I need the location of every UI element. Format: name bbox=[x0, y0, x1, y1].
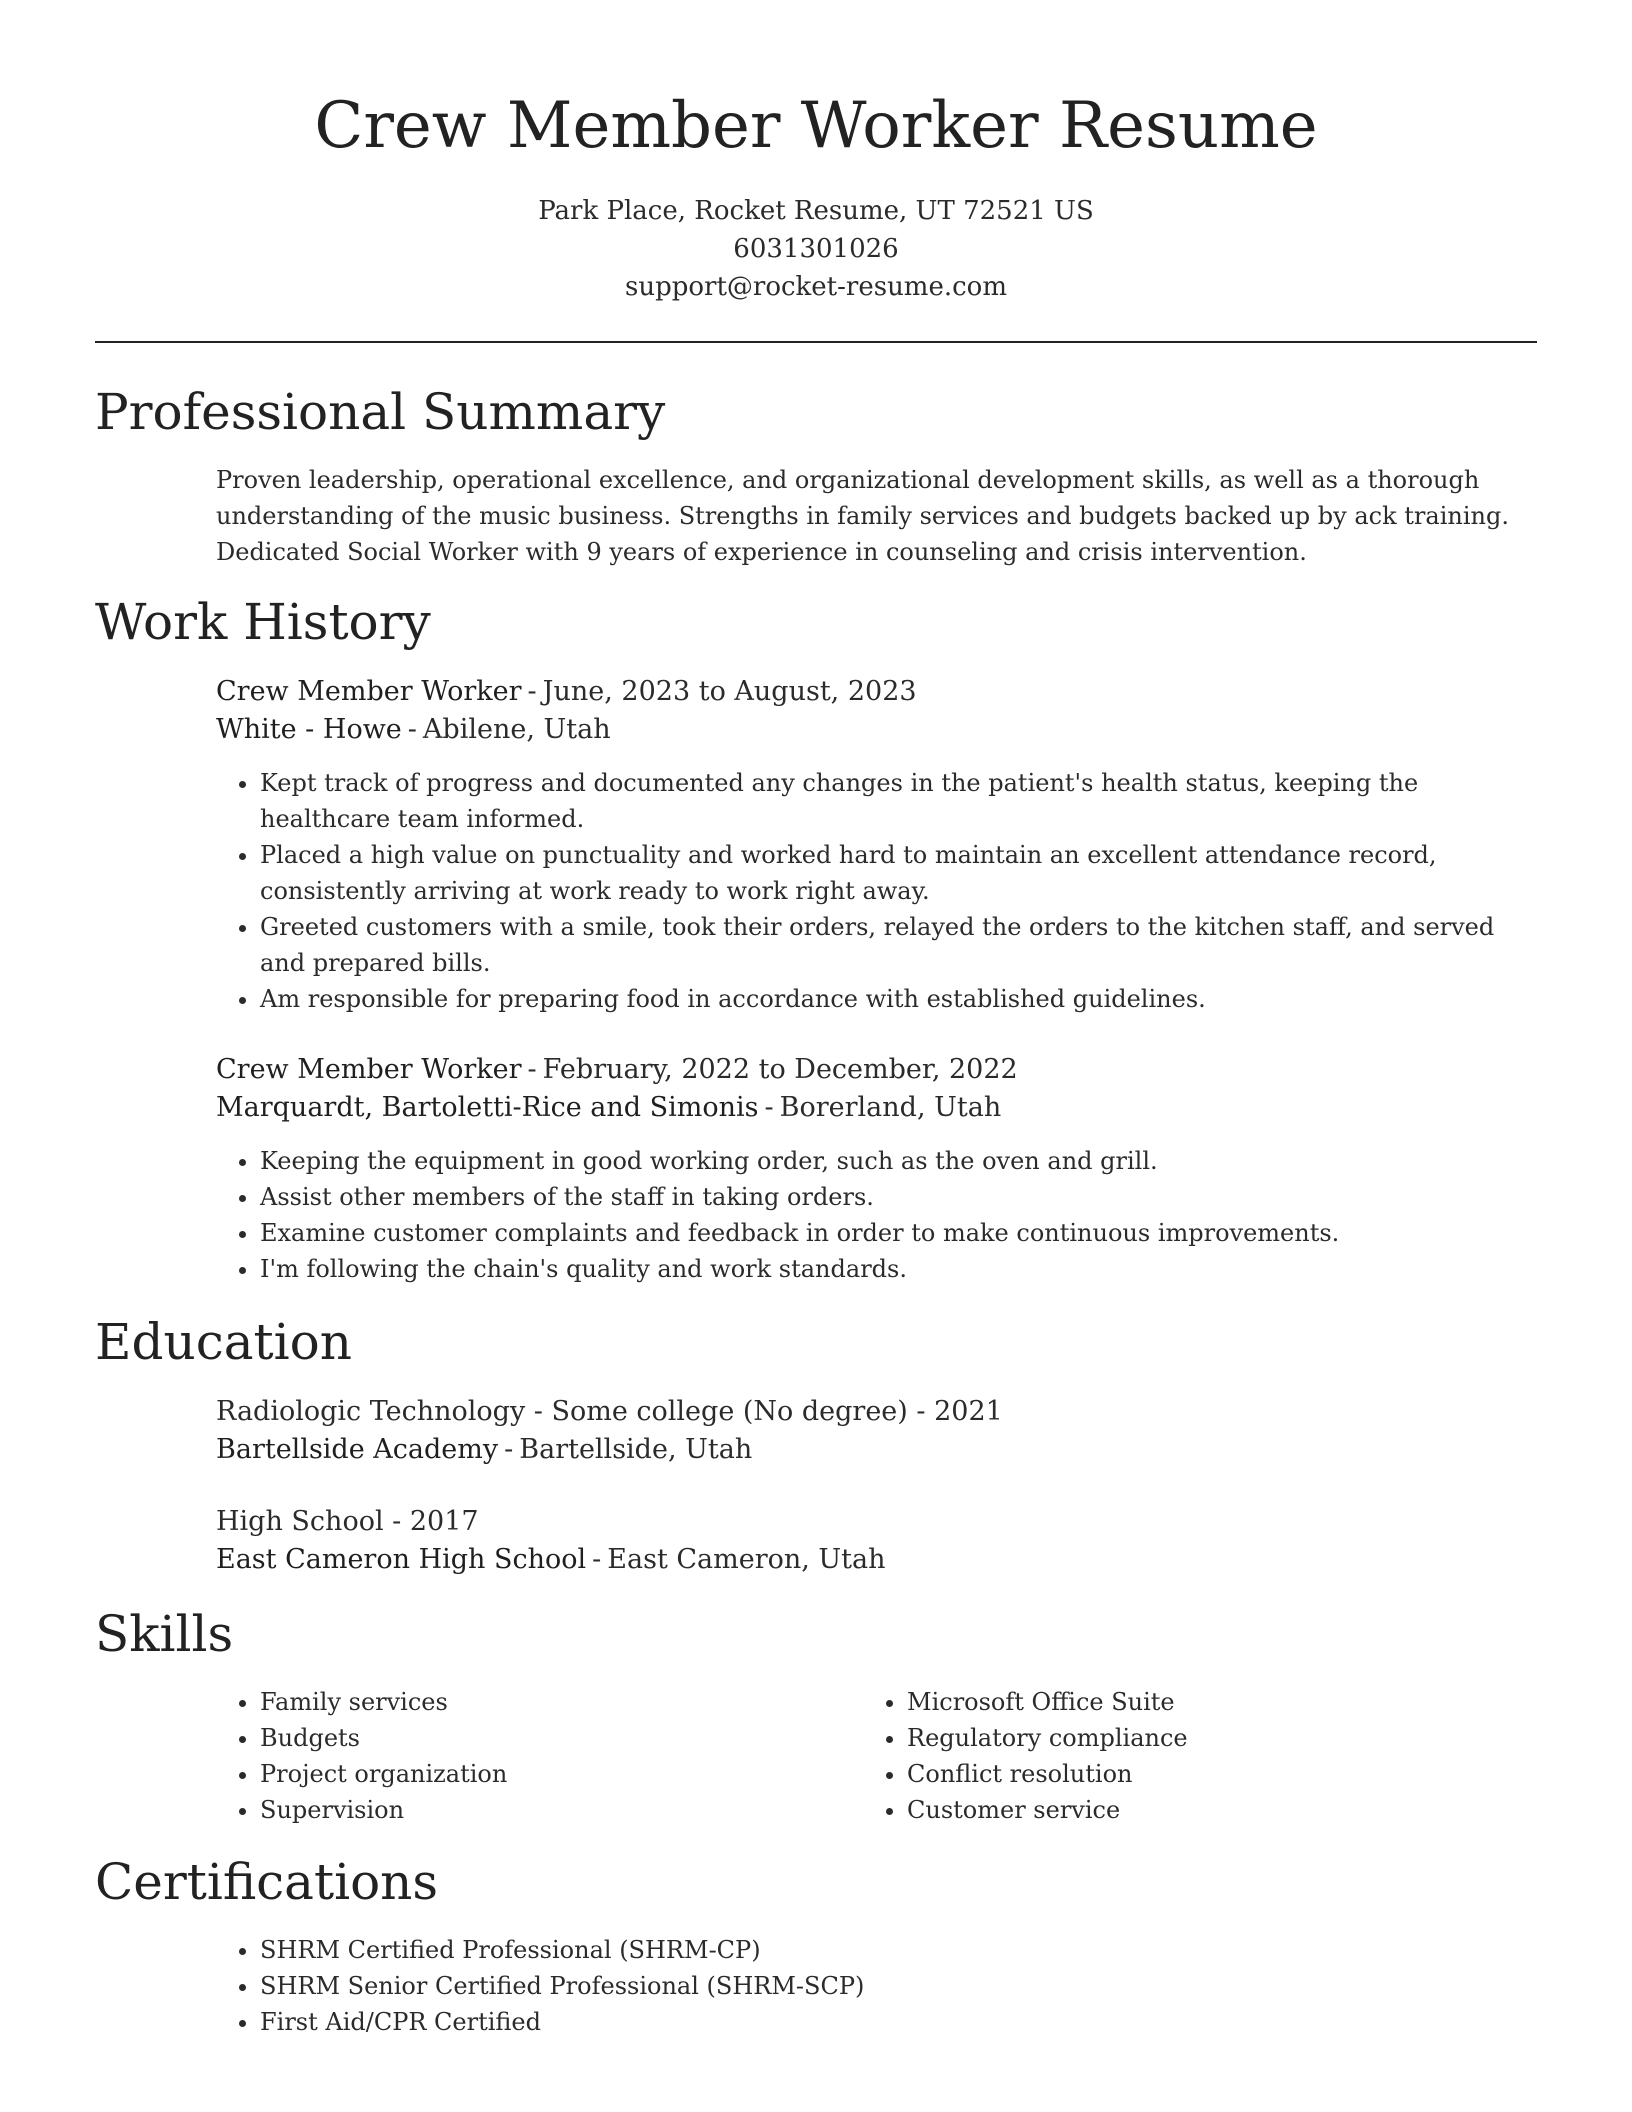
certification-item: • First Aid/CPR Certified bbox=[260, 2004, 1546, 2040]
skill-item: • Family services bbox=[260, 1684, 836, 1720]
job-company: Marquardt, Bartoletti-Rice and Simonis bbox=[216, 1092, 759, 1123]
education-school: East Cameron High School bbox=[216, 1544, 587, 1575]
job-company: White - Howe bbox=[216, 714, 402, 745]
list-item: • I'm following the chain's quality and work standards. bbox=[260, 1251, 1546, 1287]
skill-item: • Microsoft Office Suite bbox=[907, 1684, 1483, 1720]
summary-text: Proven leadership, operational excellence, and organizational development skills, as well as a thorough understanding of the music business. Strengths in family services and budgets backed up by ack training. Dedicated Social Worker with 9 years of experience in counseling and crisis intervention. bbox=[216, 466, 1509, 566]
skill-item: • Customer service bbox=[907, 1792, 1483, 1828]
job-bullets bbox=[216, 765, 1546, 1017]
certifications-block bbox=[216, 1932, 1546, 2040]
contact-info bbox=[0, 192, 1632, 306]
separator: - bbox=[527, 1054, 537, 1085]
education-entry-1 bbox=[216, 1393, 1546, 1469]
list-item: • Greeted customers with a smile, took their orders, relayed the orders to the kitchen staff, and served and prepared bills. bbox=[260, 909, 1546, 981]
section-heading-summary: Professional Summary bbox=[95, 383, 666, 441]
separator: - bbox=[407, 714, 417, 745]
skills-list-left bbox=[216, 1684, 836, 1828]
resume-title: Crew Member Worker Resume bbox=[314, 89, 1318, 163]
list-item: • Am responsible for preparing food in accordance with established guidelines. bbox=[260, 981, 1546, 1017]
list-item: • Assist other members of the staff in taking orders. bbox=[260, 1179, 1546, 1215]
education-location: East Cameron, Utah bbox=[607, 1544, 886, 1575]
education-location: Bartellside, Utah bbox=[519, 1434, 753, 1465]
separator: - bbox=[592, 1544, 602, 1575]
education-degree: Radiologic Technology - Some college (No degree) - 2021 bbox=[216, 1396, 1003, 1427]
certification-item: • SHRM Senior Certified Professional (SHRM-SCP) bbox=[260, 1968, 1546, 2004]
job-title: Crew Member Worker bbox=[216, 1054, 522, 1085]
education-degree: High School - 2017 bbox=[216, 1506, 479, 1537]
certification-item: • SHRM Certified Professional (SHRM-CP) bbox=[260, 1932, 1546, 1968]
job-company-line bbox=[216, 1089, 1546, 1127]
header-divider bbox=[95, 341, 1537, 343]
separator: - bbox=[504, 1434, 514, 1465]
certifications-list bbox=[216, 1932, 1546, 2040]
job-location: Borerland, Utah bbox=[779, 1092, 1002, 1123]
job-bullets bbox=[216, 1143, 1546, 1287]
skills-column-left bbox=[216, 1684, 836, 1828]
separator: - bbox=[527, 676, 537, 707]
section-heading-certifications: Certifications bbox=[95, 1853, 439, 1911]
contact-email: support@rocket-resume.com bbox=[624, 272, 1007, 302]
list-item: • Examine customer complaints and feedback in order to make continuous improvements. bbox=[260, 1215, 1546, 1251]
contact-address: Park Place, Rocket Resume, UT 72521 US bbox=[538, 196, 1094, 226]
contact-phone: 6031301026 bbox=[733, 234, 899, 264]
job-dates: June, 2023 to August, 2023 bbox=[542, 676, 917, 707]
list-item: • Kept track of progress and documented any changes in the patient's health status, keeping the healthcare team informed. bbox=[260, 765, 1546, 837]
list-item: • Placed a high value on punctuality and worked hard to maintain an excellent attendance record, consistently arriving at work ready to work right away. bbox=[260, 837, 1546, 909]
job-title: Crew Member Worker bbox=[216, 676, 522, 707]
job-location: Abilene, Utah bbox=[422, 714, 611, 745]
education-entry-2 bbox=[216, 1503, 1546, 1579]
job-dates: February, 2022 to December, 2022 bbox=[542, 1054, 1018, 1085]
section-heading-education: Education bbox=[95, 1313, 352, 1371]
skill-item: • Conflict resolution bbox=[907, 1756, 1483, 1792]
skill-item: • Supervision bbox=[260, 1792, 836, 1828]
job-title-line bbox=[216, 673, 1546, 711]
skills-column-right bbox=[863, 1684, 1483, 1828]
education-school-line bbox=[216, 1541, 1546, 1579]
skills-list-right bbox=[863, 1684, 1483, 1828]
job-company-line bbox=[216, 711, 1546, 749]
job-entry-2 bbox=[216, 1051, 1546, 1287]
section-heading-skills: Skills bbox=[95, 1605, 234, 1663]
list-item: • Keeping the equipment in good working order, such as the oven and grill. bbox=[260, 1143, 1546, 1179]
skill-item: • Project organization bbox=[260, 1756, 836, 1792]
section-heading-work-history: Work History bbox=[95, 593, 431, 651]
job-title-line bbox=[216, 1051, 1546, 1089]
job-entry-1 bbox=[216, 673, 1546, 1017]
separator: - bbox=[764, 1092, 774, 1123]
skill-item: • Regulatory compliance bbox=[907, 1720, 1483, 1756]
education-school: Bartellside Academy bbox=[216, 1434, 499, 1465]
education-school-line bbox=[216, 1431, 1546, 1469]
skill-item: • Budgets bbox=[260, 1720, 836, 1756]
